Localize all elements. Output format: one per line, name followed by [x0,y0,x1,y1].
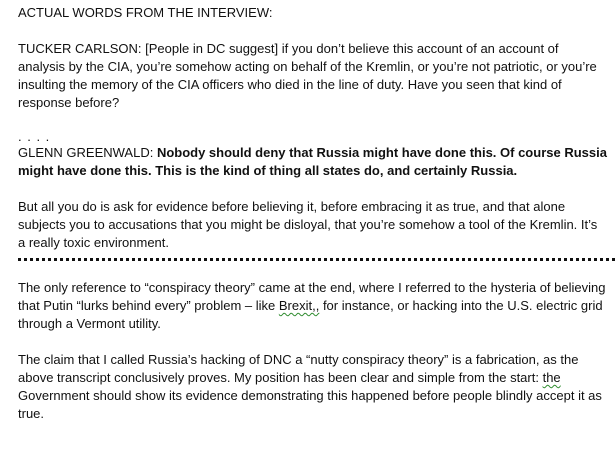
commentary-2-after: Government should show its evidence demonstrating this happened before people blindly accept it as true. [18,388,602,421]
commentary-paragraph-1 [18,279,608,333]
commentary-paragraph-2 [18,351,608,423]
transcript-ellipsis: . . . . [18,129,51,144]
greenwald-quote [18,144,608,180]
greenwald-quote-bold-text: Nobody should deny that Russia might have done this. Of course Russia might have done this. This is the kind of thing all states do, and certainly Russia. [18,145,607,178]
commentary-1-flagged-word: Brexit,, [278,298,320,313]
carlson-speaker-label: TUCKER CARLSON: [18,41,142,56]
greenwald-speaker-label: GLENN GREENWALD: [18,145,154,160]
greenwald-followup: But all you do is ask for evidence before believing it, before embracing it as true, and that alone subjects you to accusations that you might be disloyal, that you’re somehow a tool of the Kremlin. It’s a really toxic environment. [18,199,598,250]
commentary-2-flagged-word: the [542,370,561,385]
carlson-quote-text: [People in DC suggest] if you don’t believe this account of an account of analysis by the CIA, you’re somehow acting on behalf of the Kremlin, or you’re not patriotic, or you’re insulting the memory of the CIA officers who died in the line of duty. Have you seen that kind of response before? [18,41,597,110]
commentary-1-after: for instance, or hacking into the U.S. electric grid through a Vermont utility. [18,298,603,331]
commentary-2-before: The claim that I called Russia’s hacking of DNC a “nutty conspiracy theory” is a fabrication, as the above transcript conclusively proves. My position has been clear and simple from the start: [18,352,579,385]
document-heading: ACTUAL WORDS FROM THE INTERVIEW: [18,5,273,20]
document-page [18,4,608,423]
commentary-1-before: The only reference to “conspiracy theory” came at the end, where I referred to the hysteria of believing that Putin “lurks behind every” problem – like [18,280,606,313]
carlson-quote [18,40,608,112]
dotted-divider [18,258,615,261]
